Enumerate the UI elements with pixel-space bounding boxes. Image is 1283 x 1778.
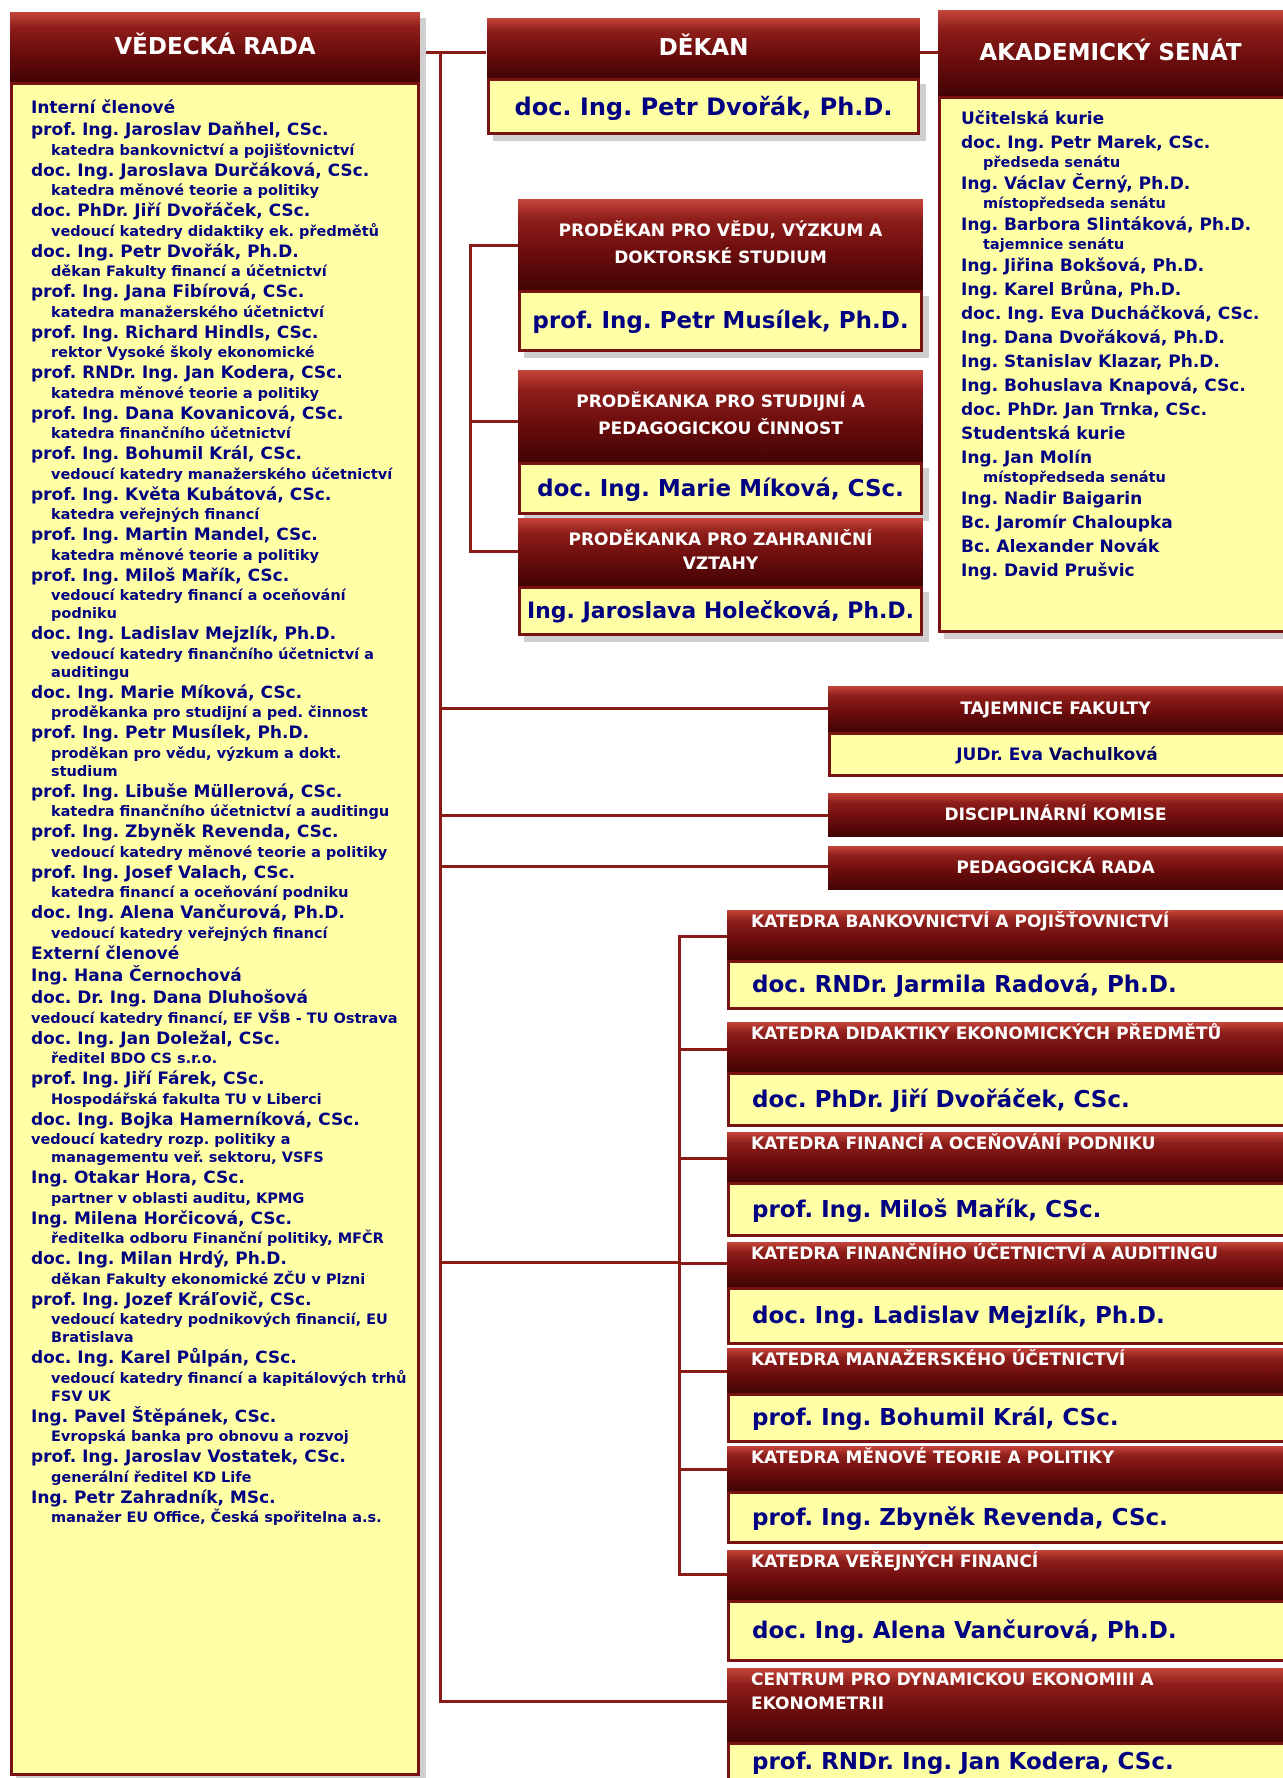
internal-member-name: prof. Ing. Jaroslav Daňhel, CSc.	[31, 120, 329, 140]
external-member-role: manažer EU Office, Česká spořitelna a.s.	[51, 1510, 382, 1526]
vicedean-1-title-line-1: PRODĚKAN PRO VĚDU, VÝZKUM A	[558, 220, 883, 241]
teacher-curia-heading: Učitelská kurie	[961, 109, 1105, 129]
secretary-header	[828, 686, 1283, 732]
internal-member-name: prof. Ing. Miloš Mařík, CSc.	[31, 565, 290, 586]
vicedean-3-title-line-1: PRODĚKANKA PRO ZAHRANIČNÍ	[568, 530, 873, 550]
external-member-role: vedoucí katedry financí, EF VŠB - TU Ostrava	[31, 1010, 398, 1027]
internal-member-role: studium	[51, 763, 118, 780]
external-member-role: partner v oblasti auditu, KPMG	[51, 1190, 305, 1207]
connector-vicedean-2	[469, 420, 519, 423]
vicedean-2-panel	[518, 462, 923, 515]
internal-member-name: doc. Ing. Ladislav Mejzlík, Ph.D.	[31, 624, 337, 644]
dean-name: doc. Ing. Petr Dvořák, Ph.D.	[514, 92, 893, 121]
internal-member-role: proděkan pro vědu, výzkum a dokt.	[51, 745, 342, 762]
external-members-heading: Externí členové	[31, 943, 180, 964]
external-member	[31, 1109, 417, 1168]
external-member-name: Ing. Otakar Hora, CSc.	[31, 1168, 245, 1188]
external-member-role: Bratislava	[51, 1330, 134, 1346]
student-name: Bc. Jaromír Chaloupka	[961, 513, 1173, 533]
vicedean-1-name: prof. Ing. Petr Musílek, Ph.D.	[532, 308, 909, 334]
internal-member-name: prof. Ing. Petr Musílek, Ph.D.	[31, 723, 310, 743]
vicedean-2-title-line-2: PEDAGOGICKOU ČINNOST	[598, 419, 843, 439]
department-4-title: KATEDRA FINANČNÍHO ÚČETNICTVÍ A AUDITINGU	[751, 1244, 1219, 1264]
external-member	[31, 987, 417, 1028]
internal-member-role: auditingu	[51, 664, 130, 681]
internal-member	[31, 821, 417, 862]
external-member-role: vedoucí katedry rozp. politiky a	[31, 1132, 291, 1148]
pedagogical-title: PEDAGOGICKÁ RADA	[956, 858, 1155, 878]
internal-member-role: katedra veřejných financí	[51, 507, 260, 523]
department-5-panel	[727, 1393, 1283, 1443]
external-member	[31, 1289, 417, 1348]
department-8-header	[727, 1668, 1283, 1742]
external-member-role: vedoucí katedry financí a kapitálových trhů	[51, 1370, 407, 1387]
teacher-curia-list	[961, 131, 1283, 422]
department-1-head: doc. RNDr. Jarmila Radová, Ph.D.	[752, 972, 1177, 998]
vicedean-3-panel	[518, 586, 923, 636]
senate-header	[938, 10, 1283, 96]
department-8-head: prof. RNDr. Ing. Jan Kodera, CSc.	[752, 1748, 1174, 1775]
internal-member-role: katedra financí a oceňování podniku	[51, 885, 349, 901]
scientific-board-title: VĚDECKÁ RADA	[114, 34, 316, 60]
connector-dept-3	[678, 1157, 728, 1160]
external-member-name: Ing. Petr Zahradník, MSc.	[31, 1487, 276, 1508]
external-member-name: Ing. Hana Černochová	[31, 965, 242, 986]
department-8-title: CENTRUM PRO DYNAMICKOU EKONOMIII A	[751, 1670, 1154, 1690]
internal-member-role: vedoucí katedry financí a oceňování	[51, 588, 346, 604]
teacher-name: Ing. Karel Brůna, Ph.D.	[961, 280, 1182, 300]
external-member-role: generální ředitel KD Life	[51, 1469, 252, 1486]
connector-main-trunk	[439, 52, 442, 1702]
department-5-head: prof. Ing. Bohumil Král, CSc.	[752, 1405, 1119, 1431]
internal-member	[31, 443, 417, 484]
teacher-name: doc. PhDr. Jan Trnka, CSc.	[961, 400, 1208, 420]
internal-member-name: doc. Ing. Jaroslava Durčáková, CSc.	[31, 160, 370, 181]
internal-member	[31, 524, 417, 565]
internal-member-name: prof. Ing. Richard Hindls, CSc.	[31, 322, 319, 343]
vicedean-3-name: Ing. Jaroslava Holečková, Ph.D.	[526, 598, 915, 624]
external-member	[31, 965, 417, 988]
internal-member-name: prof. Ing. Bohumil Král, CSc.	[31, 444, 302, 464]
external-member	[31, 1167, 417, 1208]
department-8-title: EKONOMETRII	[751, 1694, 885, 1714]
department-6-title: KATEDRA MĚNOVÉ TEORIE A POLITIKY	[751, 1448, 1115, 1468]
internal-member-role: katedra měnové teorie a politiky	[51, 183, 319, 199]
external-member-name: prof. Ing. Jozef Kráľovič, CSc.	[31, 1289, 312, 1310]
external-member-name: Ing. Pavel Štěpánek, CSc.	[31, 1406, 277, 1427]
external-member	[31, 1347, 417, 1406]
department-7-head: doc. Ing. Alena Vančurová, Ph.D.	[752, 1618, 1177, 1644]
external-member-name: doc. Ing. Jan Doležal, CSc.	[31, 1028, 281, 1049]
senate-panel	[938, 96, 1283, 633]
external-member-role: Hospodářská fakulta TU v Liberci	[51, 1091, 322, 1108]
external-member	[31, 1487, 417, 1528]
department-2-head: doc. PhDr. Jiří Dvořáček, CSc.	[752, 1086, 1130, 1113]
internal-member-role: vedoucí katedry didaktiky ek. předmětů	[51, 223, 379, 240]
secretary-title: TAJEMNICE FAKULTY	[960, 699, 1151, 719]
department-4-panel	[727, 1287, 1283, 1345]
connector-dept-6	[678, 1468, 728, 1471]
internal-member	[31, 119, 417, 160]
dean-panel	[487, 78, 920, 135]
external-member-role: FSV UK	[51, 1388, 111, 1405]
internal-member-role: vedoucí katedry měnové teorie a politiky	[51, 844, 388, 861]
teacher-name: doc. Ing. Petr Marek, CSc.	[961, 133, 1211, 153]
external-member-role: vedoucí katedry podnikových financií, EU	[51, 1312, 388, 1328]
internal-member-role: katedra bankovnictví a pojišťovnictví	[51, 142, 355, 159]
internal-member-name: doc. PhDr. Jiří Dvořáček, CSc.	[31, 201, 311, 221]
department-7-title: KATEDRA VEŘEJNÝCH FINANCÍ	[751, 1552, 1039, 1572]
vicedean-3-title-line-2: VZTAHY	[682, 554, 759, 574]
connector-vicedean-trunk	[469, 244, 472, 551]
internal-member-role: proděkanka pro studijní a ped. činnost	[51, 705, 368, 721]
internal-member	[31, 281, 417, 322]
internal-members-list	[31, 119, 417, 943]
external-member	[31, 1446, 417, 1487]
teacher-role: předseda senátu	[983, 155, 1121, 171]
internal-member-name: prof. Ing. Josef Valach, CSc.	[31, 862, 296, 883]
internal-member-role: katedra měnové teorie a politiky	[51, 385, 319, 402]
senate-title: AKADEMICKÝ SENÁT	[979, 40, 1242, 66]
connector-dept-2	[678, 1048, 728, 1051]
connector-secretary	[439, 707, 829, 710]
external-member-role: Evropská banka pro obnovu a rozvoj	[51, 1429, 349, 1445]
internal-member	[31, 781, 417, 822]
external-member	[31, 1028, 417, 1069]
student-name: Ing. David Prušvic	[961, 561, 1135, 581]
teacher-name: Ing. Barbora Slintáková, Ph.D.	[961, 215, 1252, 235]
connector-dept-4	[678, 1262, 728, 1265]
internal-member	[31, 902, 417, 943]
connector-vicedean-3	[469, 550, 519, 553]
teacher-name: Ing. Jiřina Bokšová, Ph.D.	[961, 256, 1205, 276]
dean-title: DĚKAN	[658, 35, 749, 61]
teacher-name: Ing. Václav Černý, Ph.D.	[961, 174, 1191, 194]
department-1-header	[727, 910, 1283, 960]
department-3-title: KATEDRA FINANCÍ A OCEŇOVÁNÍ PODNIKU	[751, 1134, 1156, 1154]
teacher-name: Ing. Bohuslava Knapová, CSc.	[961, 376, 1246, 396]
internal-member-role: katedra finančního účetnictví	[51, 426, 291, 442]
secretary-panel	[828, 732, 1283, 777]
internal-member-role: vedoucí katedry manažerského účetnictví	[51, 466, 393, 483]
department-3-panel	[727, 1182, 1283, 1237]
vicedean-1-title-line-2: DOKTORSKÉ STUDIUM	[614, 247, 827, 268]
connector-dept-5	[678, 1370, 728, 1373]
department-7-panel	[727, 1600, 1283, 1662]
connector-departments-trunk	[678, 935, 681, 1575]
department-6-panel	[727, 1491, 1283, 1544]
student-curia-list	[961, 446, 1283, 583]
internal-member	[31, 565, 417, 624]
department-8-panel	[727, 1742, 1283, 1778]
internal-member-role: katedra finančního účetnictví a auditingu	[51, 804, 390, 820]
external-member-name: Ing. Milena Horčicová, CSc.	[31, 1208, 293, 1229]
internal-member-name: prof. Ing. Dana Kovanicová, CSc.	[31, 403, 344, 424]
external-member-name: doc. Dr. Ing. Dana Dluhošová	[31, 988, 308, 1008]
scientific-board-panel	[10, 82, 420, 1776]
external-member	[31, 1248, 417, 1289]
vicedean-2-title-line-1: PRODĚKANKA PRO STUDIJNÍ A	[576, 392, 865, 412]
internal-member	[31, 403, 417, 444]
department-2-title: KATEDRA DIDAKTIKY EKONOMICKÝCH PŘEDMĚTŮ	[751, 1024, 1222, 1044]
external-member-name: doc. Ing. Bojka Hamerníková, CSc.	[31, 1109, 360, 1130]
external-member-role: ředitel BDO CS s.r.o.	[51, 1051, 218, 1067]
internal-member-name: prof. RNDr. Ing. Jan Kodera, CSc.	[31, 363, 343, 383]
vicedean-2-header	[518, 370, 923, 462]
internal-member-role: rektor Vysoké školy ekonomické	[51, 345, 315, 361]
connector-dean-senate	[920, 51, 938, 54]
department-4-header	[727, 1242, 1283, 1287]
connector-dept-8	[439, 1700, 729, 1703]
internal-member-role: vedoucí katedry finančního účetnictví a	[51, 646, 374, 663]
vicedean-1-header	[518, 199, 923, 290]
department-5-title: KATEDRA MANAŽERSKÉHO ÚČETNICTVÍ	[751, 1350, 1126, 1370]
internal-member-name: prof. Ing. Květa Kubátová, CSc.	[31, 484, 332, 505]
internal-member	[31, 623, 417, 682]
external-member-name: prof. Ing. Jaroslav Vostatek, CSc.	[31, 1447, 346, 1467]
connector-vicedean-1	[469, 244, 519, 247]
internal-member	[31, 484, 417, 525]
internal-member	[31, 241, 417, 282]
vicedean-1-panel	[518, 290, 923, 352]
internal-members-heading: Interní členové	[31, 98, 176, 118]
student-name: Ing. Nadir Baigarin	[961, 489, 1143, 509]
internal-member	[31, 200, 417, 241]
external-member-name: doc. Ing. Karel Půlpán, CSc.	[31, 1348, 297, 1368]
connector-pedagogical	[439, 865, 829, 868]
student-curia-heading: Studentská kurie	[961, 424, 1126, 444]
student-role: místopředseda senátu	[983, 470, 1166, 486]
external-member-role: managementu veř. sektoru, VSFS	[51, 1150, 324, 1166]
internal-member-name: prof. Ing. Zbyněk Revenda, CSc.	[31, 822, 339, 842]
department-6-header	[727, 1446, 1283, 1491]
connector-dept-7	[678, 1573, 728, 1576]
external-member-name: doc. Ing. Milan Hrdý, Ph.D.	[31, 1249, 287, 1269]
external-member	[31, 1068, 417, 1109]
internal-member-name: doc. Ing. Petr Dvořák, Ph.D.	[31, 241, 299, 262]
secretary-name-surname: Vachulková	[1048, 744, 1158, 765]
department-1-title: KATEDRA BANKOVNICTVÍ A POJIŠŤOVNICTVÍ	[751, 912, 1170, 932]
dean-header	[487, 18, 920, 78]
department-4-head: doc. Ing. Ladislav Mejzlík, Ph.D.	[752, 1303, 1165, 1329]
internal-member-role: katedra měnové teorie a politiky	[51, 547, 319, 564]
scientific-board-header	[10, 12, 420, 82]
department-3-header	[727, 1132, 1283, 1182]
department-3-head: prof. Ing. Miloš Mařík, CSc.	[752, 1196, 1102, 1223]
disciplinary-header	[828, 793, 1283, 837]
student-name: Bc. Alexander Novák	[961, 537, 1160, 557]
connector-departments-branch	[439, 1261, 679, 1264]
internal-member-role: katedra manažerského účetnictví	[51, 304, 324, 321]
internal-member	[31, 322, 417, 363]
external-member-role: ředitelka odboru Finanční politiky, MFČR	[51, 1231, 384, 1247]
teacher-role: tajemnice senátu	[983, 237, 1125, 253]
external-member	[31, 1406, 417, 1447]
internal-member	[31, 682, 417, 723]
internal-member-role: vedoucí katedry veřejných financí	[51, 925, 328, 942]
teacher-name: Ing. Stanislav Klazar, Ph.D.	[961, 352, 1220, 372]
vicedean-3-header	[518, 518, 923, 586]
department-6-head: prof. Ing. Zbyněk Revenda, CSc.	[752, 1504, 1168, 1531]
external-member	[31, 1208, 417, 1249]
student-name: Ing. Jan Molín	[961, 448, 1093, 468]
external-member-role: děkan Fakulty ekonomické ZČU v Plzni	[51, 1271, 366, 1288]
department-5-header	[727, 1348, 1283, 1393]
external-members-list	[31, 965, 417, 1528]
pedagogical-header	[828, 846, 1283, 890]
internal-member	[31, 160, 417, 201]
connector-dept-1	[678, 935, 728, 938]
internal-member-role: podniku	[51, 606, 117, 622]
connector-board-dean	[419, 51, 486, 54]
internal-member	[31, 862, 417, 903]
internal-member	[31, 722, 417, 781]
disciplinary-title: DISCIPLINÁRNÍ KOMISE	[944, 805, 1167, 825]
connector-disciplinary	[439, 814, 829, 817]
internal-member-name: prof. Ing. Martin Mandel, CSc.	[31, 525, 318, 545]
department-1-panel	[727, 960, 1283, 1010]
internal-member-name: prof. Ing. Jana Fibírová, CSc.	[31, 282, 305, 302]
department-7-header	[727, 1550, 1283, 1600]
internal-member-role: děkan Fakulty financí a účetnictví	[51, 264, 327, 280]
teacher-name: Ing. Dana Dvořáková, Ph.D.	[961, 328, 1225, 348]
internal-member-name: doc. Ing. Alena Vančurová, Ph.D.	[31, 903, 345, 923]
internal-member	[31, 362, 417, 403]
internal-member-name: prof. Ing. Libuše Müllerová, CSc.	[31, 781, 343, 802]
internal-member-name: doc. Ing. Marie Míková, CSc.	[31, 682, 303, 703]
department-2-header	[727, 1022, 1283, 1072]
teacher-name: doc. Ing. Eva Ducháčková, CSc.	[961, 304, 1260, 324]
vicedean-2-name: doc. Ing. Marie Míková, CSc.	[537, 475, 904, 502]
external-member-name: prof. Ing. Jiří Fárek, CSc.	[31, 1069, 265, 1089]
department-2-panel	[727, 1072, 1283, 1127]
secretary-name-prefix: JUDr. Eva	[956, 744, 1043, 765]
teacher-role: místopředseda senátu	[983, 196, 1166, 212]
